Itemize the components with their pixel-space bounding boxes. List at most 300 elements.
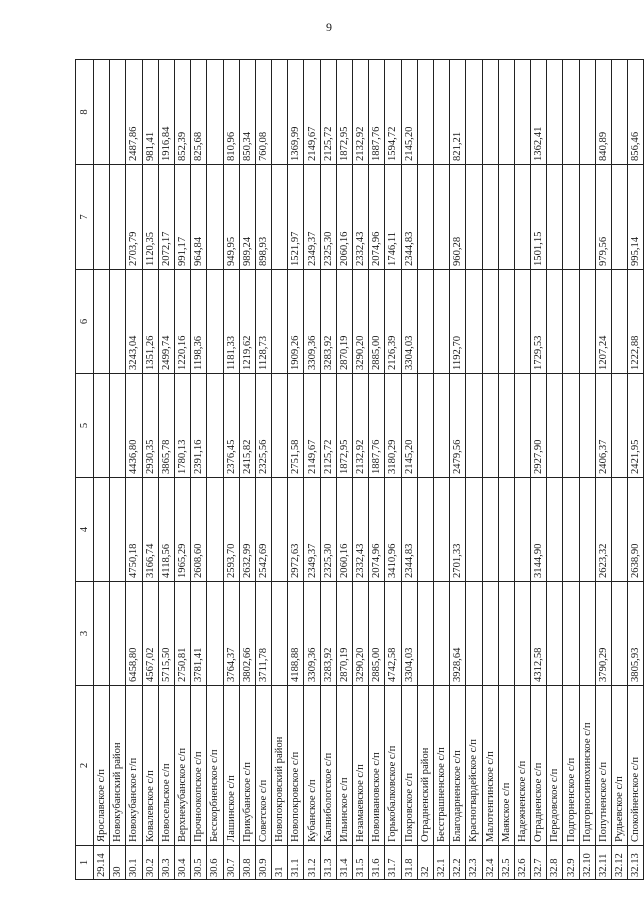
- cell-col-3: [272, 582, 288, 686]
- table-row: [336, 60, 352, 880]
- cell-col-7: [514, 165, 530, 270]
- cell-col-6: 3304,03: [401, 270, 417, 374]
- table-body: [76, 60, 644, 880]
- cell-col-6: 2126,39: [385, 270, 401, 374]
- cell-col-7: 1501,15: [531, 165, 547, 270]
- cell-col-4: 2638,90: [628, 478, 644, 582]
- cell-name: Калнибологское с/п: [320, 686, 336, 846]
- table-row: [142, 60, 158, 880]
- cell-col-5: [579, 374, 595, 478]
- cell-col-6: 1222,88: [628, 270, 644, 374]
- cell-col-6: 3243,04: [126, 270, 142, 374]
- header-cell-col-4: 4: [76, 478, 94, 582]
- cell-col-6: [417, 270, 433, 374]
- cell-col-6: 1219,62: [239, 270, 255, 374]
- cell-col-3: 3802,66: [239, 582, 255, 686]
- cell-col-4: [207, 478, 223, 582]
- table-row: [579, 60, 595, 880]
- cell-col-4: [514, 478, 530, 582]
- cell-code: 31.5: [353, 846, 369, 880]
- cell-col-8: 825,68: [191, 60, 207, 165]
- cell-code: 31.4: [336, 846, 352, 880]
- cell-col-7: [433, 165, 449, 270]
- cell-col-8: 856,46: [628, 60, 644, 165]
- cell-name: Незамаевское с/п: [353, 686, 369, 846]
- cell-col-3: 2870,19: [336, 582, 352, 686]
- header-cell-col-7: 7: [76, 165, 94, 270]
- cell-col-7: 989,24: [239, 165, 255, 270]
- cell-code: 30: [110, 846, 126, 880]
- cell-col-7: [579, 165, 595, 270]
- cell-col-5: 2132,92: [353, 374, 369, 478]
- cell-name: Красногвардейское с/п: [466, 686, 482, 846]
- cell-code: 31.3: [320, 846, 336, 880]
- cell-name: Передовское с/п: [547, 686, 563, 846]
- cell-col-4: [94, 478, 110, 582]
- cell-col-7: [417, 165, 433, 270]
- cell-col-7: [466, 165, 482, 270]
- cell-col-6: [466, 270, 482, 374]
- cell-col-8: 2132,92: [353, 60, 369, 165]
- cell-col-5: [547, 374, 563, 478]
- cell-col-4: [466, 478, 482, 582]
- table-row: [547, 60, 563, 880]
- cell-col-6: [94, 270, 110, 374]
- cell-col-8: [563, 60, 579, 165]
- cell-col-4: 2623,32: [595, 478, 611, 582]
- cell-col-5: [498, 374, 514, 478]
- cell-name: Новокубанское г/п: [126, 686, 142, 846]
- cell-col-8: 1872,95: [336, 60, 352, 165]
- cell-col-7: 949,95: [223, 165, 239, 270]
- cell-col-5: [110, 374, 126, 478]
- cell-name: Благодарненское с/п: [450, 686, 466, 846]
- cell-col-5: [482, 374, 498, 478]
- cell-name: Надежненское с/п: [514, 686, 530, 846]
- cell-col-3: 3309,36: [304, 582, 320, 686]
- cell-col-3: 5715,50: [158, 582, 174, 686]
- cell-col-7: 964,84: [191, 165, 207, 270]
- cell-col-7: [482, 165, 498, 270]
- cell-col-3: [612, 582, 628, 686]
- cell-col-6: [498, 270, 514, 374]
- cell-code: 32.9: [563, 846, 579, 880]
- cell-code: 30.5: [191, 846, 207, 880]
- cell-col-6: [579, 270, 595, 374]
- cell-col-3: 2750,81: [174, 582, 190, 686]
- cell-col-8: 852,39: [174, 60, 190, 165]
- cell-col-5: 2145,20: [401, 374, 417, 478]
- cell-col-7: 2060,16: [336, 165, 352, 270]
- cell-name: Маякское с/п: [498, 686, 514, 846]
- table-row: [126, 60, 142, 880]
- table-row: [433, 60, 449, 880]
- cell-col-4: [110, 478, 126, 582]
- header-cell-col-3: 3: [76, 582, 94, 686]
- table-row: [94, 60, 110, 880]
- cell-col-5: 1780,13: [174, 374, 190, 478]
- cell-col-7: 2325,30: [320, 165, 336, 270]
- cell-col-4: 2060,16: [336, 478, 352, 582]
- table-row: [385, 60, 401, 880]
- cell-col-4: 2074,96: [369, 478, 385, 582]
- cell-col-8: [433, 60, 449, 165]
- cell-code: 32.1: [433, 846, 449, 880]
- cell-col-3: [417, 582, 433, 686]
- cell-col-3: [482, 582, 498, 686]
- cell-name: Горькобалковское с/п: [385, 686, 401, 846]
- cell-col-5: 2421,95: [628, 374, 644, 478]
- cell-col-4: 2325,30: [320, 478, 336, 582]
- cell-name: Прочноокопское с/п: [191, 686, 207, 846]
- cell-code: 32.5: [498, 846, 514, 880]
- cell-col-7: 1521,97: [288, 165, 304, 270]
- cell-code: 30.7: [223, 846, 239, 880]
- table-row: [255, 60, 271, 880]
- cell-col-4: [498, 478, 514, 582]
- table-row: [110, 60, 126, 880]
- cell-col-3: 6458,80: [126, 582, 142, 686]
- cell-code: 31.2: [304, 846, 320, 880]
- cell-col-8: [612, 60, 628, 165]
- cell-col-8: [110, 60, 126, 165]
- cell-col-5: 2415,82: [239, 374, 255, 478]
- cell-code: 32.8: [547, 846, 563, 880]
- cell-col-7: [207, 165, 223, 270]
- cell-col-4: 2593,70: [223, 478, 239, 582]
- cell-col-5: [207, 374, 223, 478]
- cell-col-8: [498, 60, 514, 165]
- cell-code: 32.2: [450, 846, 466, 880]
- cell-col-4: [547, 478, 563, 582]
- cell-col-7: 979,56: [595, 165, 611, 270]
- rotated-table-frame: [75, 60, 642, 880]
- cell-col-4: 4750,18: [126, 478, 142, 582]
- cell-col-6: [272, 270, 288, 374]
- cell-col-5: 4436,80: [126, 374, 142, 478]
- cell-col-3: 3711,78: [255, 582, 271, 686]
- cell-col-4: [579, 478, 595, 582]
- cell-col-6: 1207,24: [595, 270, 611, 374]
- cell-name: Лашинское с/п: [223, 686, 239, 846]
- cell-col-8: 2487,86: [126, 60, 142, 165]
- cell-col-3: [547, 582, 563, 686]
- cell-col-7: 1746,11: [385, 165, 401, 270]
- cell-col-4: 2332,43: [353, 478, 369, 582]
- cell-col-3: 3290,20: [353, 582, 369, 686]
- cell-col-7: 2332,43: [353, 165, 369, 270]
- cell-name: Подгорносинюхинское с/п: [579, 686, 595, 846]
- table-row: [595, 60, 611, 880]
- cell-col-8: 850,34: [239, 60, 255, 165]
- header-cell-name: 2: [76, 686, 94, 846]
- cell-code: 32.10: [579, 846, 595, 880]
- cell-col-3: 3928,64: [450, 582, 466, 686]
- cell-col-8: [207, 60, 223, 165]
- cell-col-6: 3283,92: [320, 270, 336, 374]
- cell-col-3: [433, 582, 449, 686]
- cell-code: 32.4: [482, 846, 498, 880]
- cell-col-6: [207, 270, 223, 374]
- table-row: [450, 60, 466, 880]
- cell-col-6: [433, 270, 449, 374]
- cell-name: Малотенгинское с/п: [482, 686, 498, 846]
- cell-col-7: 1120,35: [142, 165, 158, 270]
- cell-col-5: [94, 374, 110, 478]
- cell-col-7: 2349,37: [304, 165, 320, 270]
- cell-col-3: [207, 582, 223, 686]
- cell-code: 32.11: [595, 846, 611, 880]
- cell-code: 32: [417, 846, 433, 880]
- table-row: [320, 60, 336, 880]
- cell-col-7: [110, 165, 126, 270]
- cell-col-6: 1181,33: [223, 270, 239, 374]
- cell-col-4: 4118,56: [158, 478, 174, 582]
- cell-name: Подгорненское с/п: [563, 686, 579, 846]
- cell-col-7: [547, 165, 563, 270]
- table-row: [353, 60, 369, 880]
- cell-col-5: [514, 374, 530, 478]
- cell-col-6: [547, 270, 563, 374]
- cell-col-6: 1351,26: [142, 270, 158, 374]
- cell-name: Ильинское с/п: [336, 686, 352, 846]
- cell-col-8: 2145,20: [401, 60, 417, 165]
- table-row: [531, 60, 547, 880]
- table-row: [482, 60, 498, 880]
- cell-col-5: [563, 374, 579, 478]
- cell-name: Советское с/п: [255, 686, 271, 846]
- cell-col-3: 3781,41: [191, 582, 207, 686]
- cell-col-4: [433, 478, 449, 582]
- cell-name: Попутненское с/п: [595, 686, 611, 846]
- cell-col-5: [466, 374, 482, 478]
- table-row: [514, 60, 530, 880]
- cell-code: 30.8: [239, 846, 255, 880]
- cell-col-5: 2391,16: [191, 374, 207, 478]
- cell-code: 31.7: [385, 846, 401, 880]
- cell-col-3: 4312,58: [531, 582, 547, 686]
- cell-code: 29.14: [94, 846, 110, 880]
- cell-code: 32.13: [628, 846, 644, 880]
- cell-col-6: 1729,53: [531, 270, 547, 374]
- cell-col-4: 1965,29: [174, 478, 190, 582]
- cell-col-8: [272, 60, 288, 165]
- cell-col-5: 2406,37: [595, 374, 611, 478]
- cell-col-3: [466, 582, 482, 686]
- cell-col-4: [612, 478, 628, 582]
- cell-code: 30.9: [255, 846, 271, 880]
- table-row: [401, 60, 417, 880]
- cell-col-6: 3309,36: [304, 270, 320, 374]
- cell-col-6: 2499,74: [158, 270, 174, 374]
- cell-code: 30.6: [207, 846, 223, 880]
- cell-name: Бесстрашненское с/п: [433, 686, 449, 846]
- cell-col-7: 2072,17: [158, 165, 174, 270]
- cell-col-8: 2149,67: [304, 60, 320, 165]
- table-header-row: [76, 60, 94, 880]
- cell-col-8: [466, 60, 482, 165]
- cell-code: 30.3: [158, 846, 174, 880]
- cell-col-6: 2885,00: [369, 270, 385, 374]
- cell-col-3: 3764,37: [223, 582, 239, 686]
- cell-col-7: 2074,96: [369, 165, 385, 270]
- cell-name: Отрадненское с/п: [531, 686, 547, 846]
- cell-col-6: [514, 270, 530, 374]
- cell-col-4: [482, 478, 498, 582]
- table-row: [223, 60, 239, 880]
- cell-code: 32.6: [514, 846, 530, 880]
- cell-col-7: [498, 165, 514, 270]
- cell-col-3: 4188,88: [288, 582, 304, 686]
- page-number: 9: [326, 20, 332, 34]
- cell-name: Новосельское с/п: [158, 686, 174, 846]
- cell-col-4: 2542,69: [255, 478, 271, 582]
- cell-col-3: 3304,03: [401, 582, 417, 686]
- cell-col-8: 760,08: [255, 60, 271, 165]
- cell-col-4: 2608,60: [191, 478, 207, 582]
- cell-col-5: [612, 374, 628, 478]
- cell-col-7: [612, 165, 628, 270]
- cell-col-3: 2885,00: [369, 582, 385, 686]
- cell-code: 31.6: [369, 846, 385, 880]
- cell-col-3: [579, 582, 595, 686]
- cell-col-8: 981,41: [142, 60, 158, 165]
- cell-col-7: 991,17: [174, 165, 190, 270]
- cell-code: 32.3: [466, 846, 482, 880]
- table-row: [628, 60, 644, 880]
- header-cell-code: 1: [76, 846, 94, 880]
- cell-col-7: 995,14: [628, 165, 644, 270]
- table-row: [498, 60, 514, 880]
- cell-col-4: [272, 478, 288, 582]
- cell-code: 31.8: [401, 846, 417, 880]
- table-row: [563, 60, 579, 880]
- cell-col-5: [272, 374, 288, 478]
- cell-col-7: 960,28: [450, 165, 466, 270]
- cell-code: 30.2: [142, 846, 158, 880]
- cell-col-5: 2325,56: [255, 374, 271, 478]
- cell-name: Покровское с/п: [401, 686, 417, 846]
- table-row: [174, 60, 190, 880]
- cell-col-3: [563, 582, 579, 686]
- cell-code: 32.12: [612, 846, 628, 880]
- data-table: [75, 59, 644, 880]
- cell-col-8: 2125,72: [320, 60, 336, 165]
- cell-col-4: 2632,99: [239, 478, 255, 582]
- cell-col-4: 3410,96: [385, 478, 401, 582]
- cell-col-5: 3180,29: [385, 374, 401, 478]
- cell-col-8: 1916,84: [158, 60, 174, 165]
- cell-col-5: [433, 374, 449, 478]
- table-row: [288, 60, 304, 880]
- cell-col-8: [514, 60, 530, 165]
- table-row: [191, 60, 207, 880]
- cell-col-5: 1887,76: [369, 374, 385, 478]
- cell-code: 30.1: [126, 846, 142, 880]
- cell-col-3: 4742,58: [385, 582, 401, 686]
- table-row: [158, 60, 174, 880]
- cell-code: 30.4: [174, 846, 190, 880]
- table-container: [75, 60, 642, 880]
- cell-col-6: [110, 270, 126, 374]
- cell-col-7: 898,93: [255, 165, 271, 270]
- cell-name: Прикубанское с/п: [239, 686, 255, 846]
- cell-col-4: 2344,83: [401, 478, 417, 582]
- cell-col-6: 1192,70: [450, 270, 466, 374]
- cell-col-3: [110, 582, 126, 686]
- cell-col-8: 1369,99: [288, 60, 304, 165]
- cell-col-5: 2930,35: [142, 374, 158, 478]
- cell-name: Верхнекубанское с/п: [174, 686, 190, 846]
- header-cell-col-6: 6: [76, 270, 94, 374]
- table-row: [304, 60, 320, 880]
- cell-col-8: 810,96: [223, 60, 239, 165]
- cell-col-8: 1887,76: [369, 60, 385, 165]
- cell-col-8: 821,21: [450, 60, 466, 165]
- cell-name: Ковалевское с/п: [142, 686, 158, 846]
- cell-col-5: 2479,56: [450, 374, 466, 478]
- cell-col-3: 3283,92: [320, 582, 336, 686]
- cell-name: Новопокровское с/п: [288, 686, 304, 846]
- cell-name: Отрадненский район: [417, 686, 433, 846]
- cell-name: Новокубанский район: [110, 686, 126, 846]
- cell-col-6: 2870,19: [336, 270, 352, 374]
- table-row: [466, 60, 482, 880]
- cell-col-3: [514, 582, 530, 686]
- cell-col-5: 2376,45: [223, 374, 239, 478]
- cell-col-6: [612, 270, 628, 374]
- cell-col-7: [563, 165, 579, 270]
- cell-col-7: [272, 165, 288, 270]
- cell-name: Бесскорбненское с/п: [207, 686, 223, 846]
- cell-col-5: 3865,78: [158, 374, 174, 478]
- cell-col-4: 3144,90: [531, 478, 547, 582]
- cell-col-7: 2344,83: [401, 165, 417, 270]
- cell-col-6: 1198,36: [191, 270, 207, 374]
- cell-col-4: 2349,37: [304, 478, 320, 582]
- cell-col-5: [417, 374, 433, 478]
- cell-code: 31.1: [288, 846, 304, 880]
- cell-name: Ярославское с/п: [94, 686, 110, 846]
- table-row: [272, 60, 288, 880]
- cell-col-4: [563, 478, 579, 582]
- table-row: [207, 60, 223, 880]
- table-row: [417, 60, 433, 880]
- cell-name: Кубанское с/п: [304, 686, 320, 846]
- cell-col-8: 840,89: [595, 60, 611, 165]
- cell-code: 31: [272, 846, 288, 880]
- cell-col-3: 4567,02: [142, 582, 158, 686]
- cell-col-5: 1872,95: [336, 374, 352, 478]
- cell-col-8: [417, 60, 433, 165]
- cell-col-6: [563, 270, 579, 374]
- header-cell-col-8: 8: [76, 60, 94, 165]
- cell-col-4: 2972,63: [288, 478, 304, 582]
- cell-col-5: 2149,67: [304, 374, 320, 478]
- cell-name: Рудьевское с/п: [612, 686, 628, 846]
- cell-col-8: 1362,41: [531, 60, 547, 165]
- header-cell-col-5: 5: [76, 374, 94, 478]
- cell-col-3: 3805,93: [628, 582, 644, 686]
- cell-col-6: 3290,20: [353, 270, 369, 374]
- cell-col-4: [417, 478, 433, 582]
- cell-col-6: [482, 270, 498, 374]
- cell-name: Новоивановское с/п: [369, 686, 385, 846]
- cell-col-8: [547, 60, 563, 165]
- cell-col-3: [498, 582, 514, 686]
- table-row: [369, 60, 385, 880]
- cell-col-8: [579, 60, 595, 165]
